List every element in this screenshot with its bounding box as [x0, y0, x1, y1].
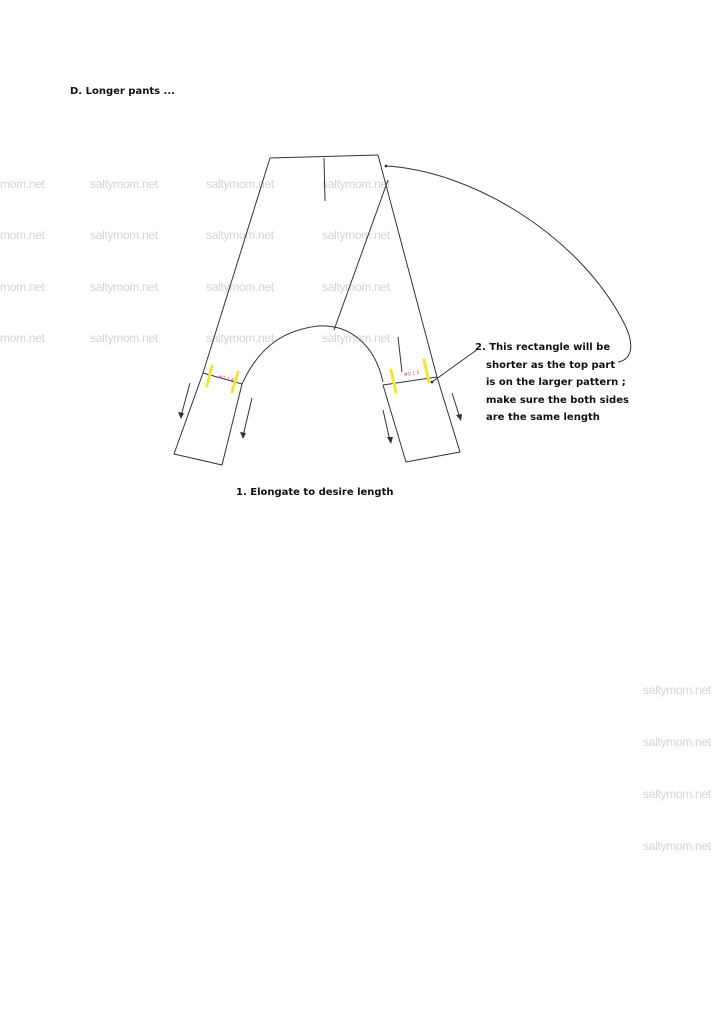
watermark: saltymom.net	[322, 177, 390, 191]
inner-diagonal-seam	[334, 180, 388, 330]
watermark: saltymom.net	[322, 331, 390, 345]
right-highlight-mark	[391, 370, 396, 392]
watermark: mom.net	[0, 331, 45, 345]
rectangle-note-line: 2. This rectangle will be	[475, 342, 611, 353]
watermark: saltymom.net	[322, 228, 390, 242]
watermark: mom.net	[0, 177, 45, 191]
arrow-down-left-outer	[181, 383, 190, 416]
arrow-start-dot	[385, 165, 388, 168]
arrow-down-right-outer	[452, 393, 460, 418]
rectangle-note	[475, 339, 629, 427]
left-highlight-mark	[207, 366, 212, 386]
watermark: saltymom.net	[643, 735, 711, 749]
left-outer-seam	[203, 158, 270, 373]
rectangle-note-line: shorter as the top part	[486, 359, 616, 371]
center-dart-line	[324, 158, 325, 201]
watermark: saltymom.net	[90, 331, 158, 345]
pointer-dot	[431, 381, 434, 384]
arrowhead-icon	[178, 412, 184, 419]
page-title: D. Longer pants ...	[70, 86, 175, 97]
right-outer-seam	[378, 155, 437, 377]
rectangle-note-line: make sure the both sides	[486, 394, 629, 406]
arrowhead-icon	[387, 437, 393, 444]
arrowhead-icon	[240, 432, 246, 439]
watermark: saltymom.net	[206, 177, 274, 191]
watermark: saltymom.net	[90, 228, 158, 242]
arrow-down-left-inner	[243, 398, 252, 436]
arrow-down-right-inner	[383, 410, 390, 441]
watermark: saltymom.net	[643, 839, 711, 853]
waist-line	[270, 155, 378, 158]
watermark: saltymom.net	[206, 280, 274, 294]
left-size-label: #O 1 4	[217, 375, 235, 384]
watermark: saltymom.net	[322, 280, 390, 294]
watermark: saltymom.net	[206, 331, 274, 345]
watermark: saltymom.net	[206, 228, 274, 242]
watermark: mom.net	[0, 228, 45, 242]
annotation-curve-arrow	[385, 166, 631, 362]
watermark: mom.net	[0, 280, 45, 294]
watermark: saltymom.net	[643, 683, 711, 697]
rectangle-note-line: is on the larger pattern ;	[486, 377, 626, 388]
elongate-note: 1. Elongate to desire length	[236, 487, 394, 498]
crotch-curve	[242, 326, 383, 384]
watermark: saltymom.net	[90, 177, 158, 191]
right-size-label: #O 1 5	[403, 370, 421, 378]
right-guide-mark	[398, 337, 402, 372]
annotation-pointer-line	[432, 349, 478, 382]
rectangle-note-line: are the same length	[486, 412, 600, 423]
watermark: saltymom.net	[90, 280, 158, 294]
watermark: saltymom.net	[643, 787, 711, 801]
arrowhead-icon	[456, 414, 462, 421]
